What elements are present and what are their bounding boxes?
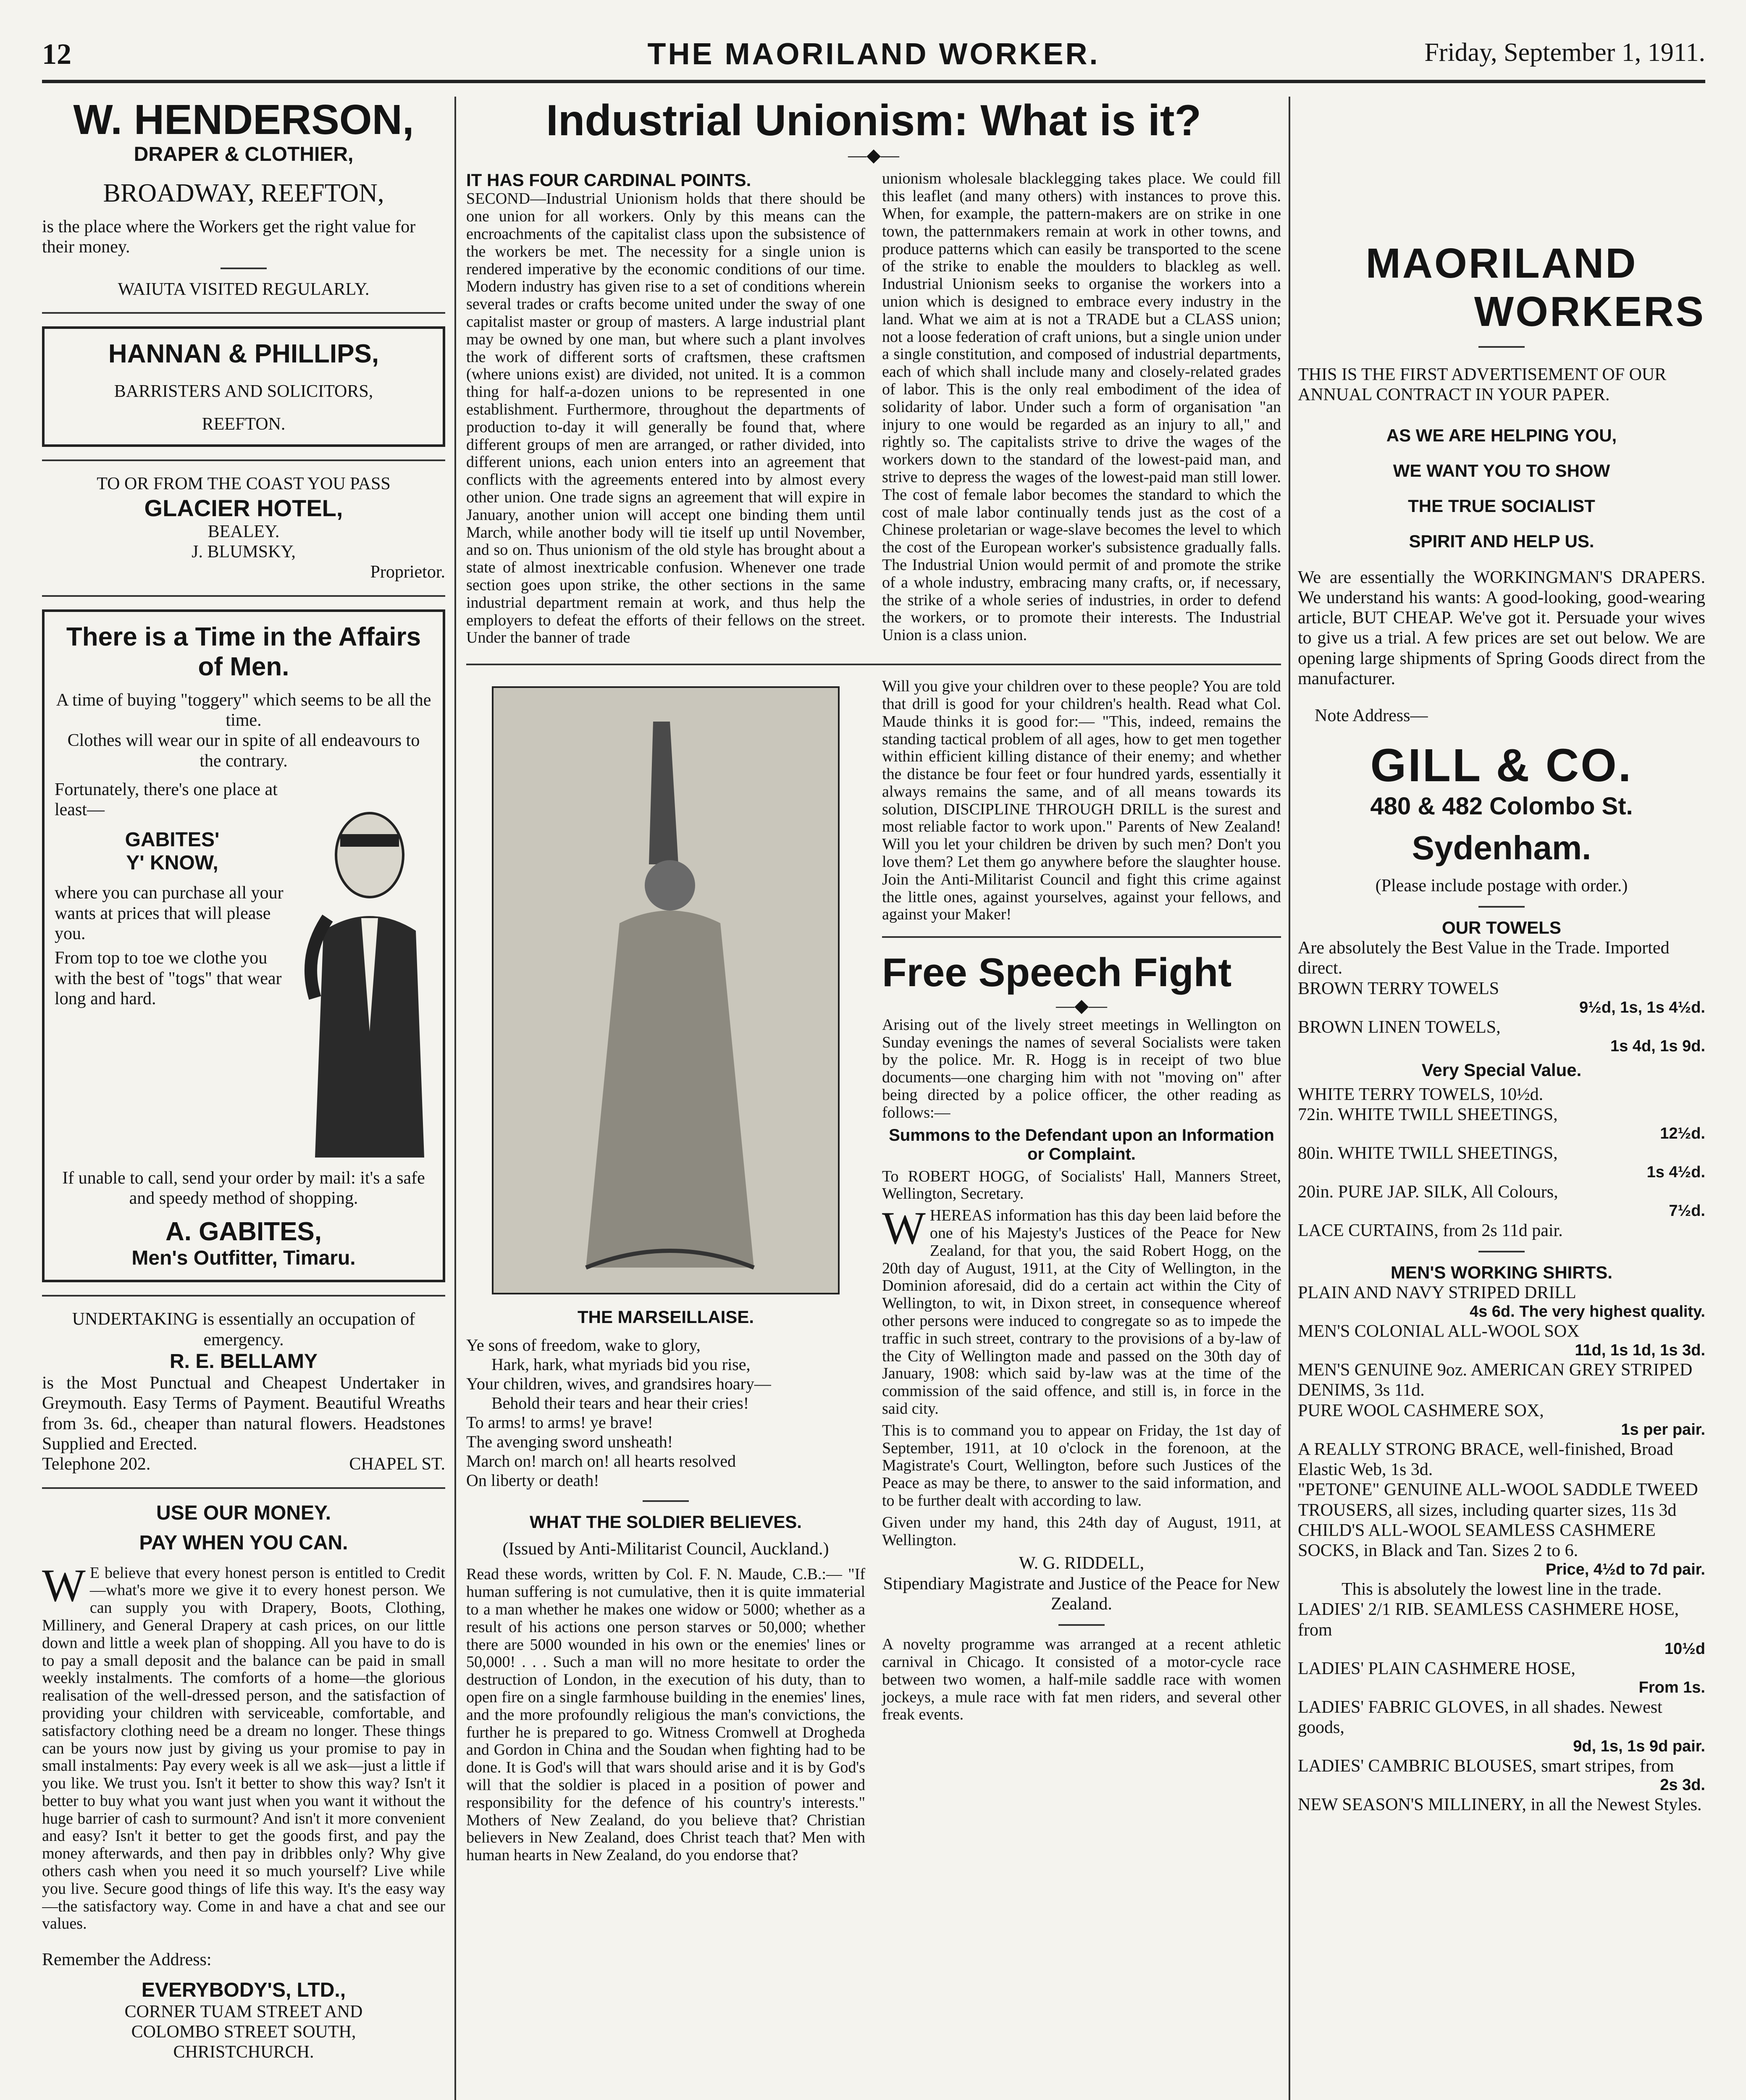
price-item: [1298, 1795, 1705, 1815]
gill-postage: (Please include postage with order.): [1375, 876, 1628, 895]
gabites-text: Clothes will wear our in spite of all endeavours to the contrary.: [67, 731, 420, 771]
issue-date: Friday, September 1, 1911.: [1424, 38, 1705, 67]
henderson-ad: [42, 97, 445, 299]
price-item-price: 1s 4d, 1s 9d.: [1610, 1037, 1705, 1055]
bellamy-phone: Telephone 202.: [42, 1454, 151, 1474]
price-item: [1298, 1756, 1705, 1795]
bellamy-name: R. E. BELLAMY: [169, 1350, 318, 1373]
article-right: [882, 170, 1281, 651]
everybodys-address: CORNER TUAM STREET AND: [124, 2002, 363, 2021]
bellamy-body: is the Most Punctual and Cheapest Undertaker in Greymouth. Easy Terms of Payment. Beautiful Wreaths from 3s. 6d., cheaper than natural flowers. Headstones Supplied and Erected.: [42, 1373, 445, 1454]
column-rule: [1289, 97, 1290, 2100]
divider: [466, 664, 1281, 665]
column-right: [1298, 97, 1705, 2100]
lower-left: [466, 678, 865, 1869]
price-item-name: A REALLY STRONG BRACE, well-finished, Broad Elastic Web, 1s 3d.: [1298, 1439, 1673, 1479]
price-item-price: 9d, 1s, 1s 9d pair.: [1573, 1738, 1705, 1756]
page-number: 12: [42, 38, 71, 71]
article-left: [466, 170, 865, 651]
price-item-name: NEW SEASON'S MILLINERY, in all the Newest Styles.: [1298, 1795, 1702, 1814]
price-item: [1298, 1579, 1705, 1599]
verse-line: To arms! to arms! ye brave!: [466, 1413, 653, 1432]
soldier-issued: (Issued by Anti-Militarist Council, Auckland.): [502, 1539, 829, 1559]
divider: [1058, 1624, 1105, 1626]
article-subhead: IT HAS FOUR CARDINAL POINTS.: [466, 170, 751, 190]
bellamy-ad: [42, 1309, 445, 1474]
marseillaise-illustration: [492, 686, 840, 1294]
freespeech-text: Arising out of the lively street meetings in Wellington on Sunday evenings the names of several Socialists were taken by the police. Mr. R. Hogg is in receipt of two blue documents—one charging him with not "moving on" after being directed by a police officer, the other reading as follows:—: [882, 1016, 1281, 1121]
bellamy-contact: [42, 1454, 445, 1474]
glacier-ad: [42, 474, 445, 582]
price-item-price: 4s 6d. The very highest quality.: [1469, 1303, 1705, 1321]
everybodys-head: PAY WHEN YOU CAN.: [139, 1531, 348, 1554]
gabites-text: A time of buying "toggery" which seems to be all the time.: [56, 690, 431, 730]
soldier-text: Read these words, written by Col. F. N. Maude, C.B.:— "If human suffering is not cumulative, then it is quite immaterial to a man whether he makes one widow or 5000; whether as a result of his actions one person starves or 50,000; whether there are 5000 wounded in his own or the enemies' lines or 50,000! . . . Such a man will no more hesitate to order the destruction of London, in the execution of his duty, than to open fire on a single farmhouse building in the enemies' lines, and the more profoundly religious the man's convictions, the further he is prepared to go. Witness Cromwell at Drogheda and Gordon in China and the Soudan when fighting had to be done. It is God's will that wars should arise and it is by God's will that the soldier is placed in a position of power and responsibility for the defence of his country's interests." Mothers of New Zealand, do you believe that? Christian believers in New Zealand, does Christ teach that? Men with human hearts in New Zealand, do you endorse that?: [466, 1565, 865, 1864]
marseillaise-verse: [466, 1336, 865, 1490]
gill-body: We are essentially the WORKINGMAN'S DRAPERS. We understand his wants: A good-looking, good-wearing article, BUT CHEAP. We've got it. Persuade your wives to give us a trial. A few prices are set out below. We are opening large shipments of Spring Goods direct from the manufacturer.: [1298, 567, 1705, 689]
towels-intro: Are absolutely the Best Value in the Trade. Imported direct.: [1298, 938, 1670, 978]
gabites-ad: [42, 609, 445, 1283]
divider: [1478, 346, 1525, 348]
price-item: [1298, 1659, 1705, 1697]
soldier-title: WHAT THE SOLDIER BELIEVES.: [530, 1512, 802, 1532]
bellamy-street: CHAPEL ST.: [349, 1454, 445, 1474]
verse-line: The avenging sword unsheath!: [466, 1432, 673, 1452]
price-item-name: 20in. PURE JAP. SILK, All Colours,: [1298, 1182, 1558, 1202]
everybodys-ad: [42, 1502, 445, 2063]
verse-line: March on! march on! all hearts resolved: [466, 1452, 736, 1471]
drop-cap: W: [882, 1202, 926, 1254]
gabites-text: Fortunately, there's one place at least—: [55, 780, 278, 820]
price-item-price: 12½d.: [1660, 1125, 1705, 1143]
price-item-price: Price, 4½d to 7d pair.: [1545, 1561, 1705, 1579]
price-item: [1298, 1221, 1705, 1241]
masthead: [42, 29, 1705, 83]
price-item-price: 7½d.: [1669, 1202, 1705, 1220]
verse-line: On liberty or death!: [466, 1471, 599, 1490]
everybodys-name: EVERYBODY'S, LTD.,: [141, 1979, 346, 2001]
price-item-name: PURE WOOL CASHMERE SOX,: [1298, 1401, 1544, 1420]
spacer: [1298, 97, 1705, 239]
lower-columns: [466, 678, 1281, 1869]
divider: [42, 459, 445, 461]
gabites-copy: [55, 780, 290, 1160]
gill-intro: THIS IS THE FIRST ADVERTISEMENT OF OUR ANNUAL CONTRACT IN YOUR PAPER.: [1298, 365, 1667, 405]
price-item: [1298, 1599, 1705, 1658]
gabites-name: A. GABITES,: [165, 1217, 322, 1247]
price-item-price: From 1s.: [1638, 1678, 1705, 1696]
glacier-place: BEALEY.: [207, 522, 280, 541]
price-item-name: "PETONE" GENUINE ALL-WOOL SADDLE TWEED TROUSERS, all sizes, including quarter sizes, 11s 3d: [1298, 1480, 1698, 1520]
price-item-name: LADIES' 2/1 RIB. SEAMLESS CASHMERE HOSE, from: [1298, 1600, 1679, 1640]
price-item-price: 1s 4½d.: [1646, 1163, 1705, 1181]
price-item: [1298, 1439, 1705, 1480]
novelty-text: A novelty programme was arranged at a recent athletic carnival in Chicago. It consisted of a motor-cycle race between two women, a half-mile saddle race with women jockeys, a mule race with fat men riders, and several other freak events.: [882, 1635, 1281, 1724]
gill-name: GILL & CO.: [1370, 739, 1633, 791]
price-item-name: 72in. WHITE TWILL SHEETINGS,: [1298, 1105, 1558, 1124]
towels-head: OUR TOWELS: [1442, 917, 1561, 937]
price-item-name: MEN'S COLONIAL ALL-WOOL SOX: [1298, 1322, 1580, 1341]
summons-text: This is to command you to appear on Friday, the 1st day of September, 1911, at 10 o'clock in the forenoon, at the Magistrate's Court, Wellington, before such Justices of the Peace as may be there, to answer to the said information, and to be further dealt with according to law.: [882, 1421, 1281, 1509]
gill-note: Note Address—: [1315, 706, 1428, 726]
price-item: [1298, 1143, 1705, 1182]
gabites-text: If unable to call, send your order by mail: it's a safe and speedy method of shopping.: [62, 1168, 425, 1208]
ornament-divider: —◆—: [1056, 995, 1107, 1016]
divider: [42, 1295, 445, 1297]
gill-slogan: WE WANT YOU TO SHOW: [1393, 460, 1610, 480]
everybodys-body: [42, 1559, 445, 1933]
article-text: SECOND—Industrial Unionism holds that there should be one union for all workers. Only by this means can the encroachments of the capitalist class upon the subsistence of the workers be met. The necessity for a single union is rendered imperative by the economic conditions of our time. Modern industry has given rise to a set of conditions wherein several trades or crafts become united under the sway of one capitalist master or group of masters. A large industrial plant may be owned by one man, but where such a plant involves the work of different sorts of craftsmen, these craftsmen (where unions exist) are divided, not united. It is a common thing for half-a-dozen unions to be represented in one establishment. Furthermore, throughout the departments of production to-day it will generally be found that, where different groups of men are arranged, or rather divided, into different unions, each union enters into an agreement that conflicts with the agreements entered into by almost every other union. One trade signs an agreement that will expire in January, another union will accept one binding them until March, while another body will tie itself up until November, and so on. Thus unionism of the old style has brought about a state of almost inextricable confusion. Whenever one trade section goes upon strike, the other sections in the same industrial department remain at work, and thus help the employers to defeat the efforts of their fellows on the street. Under the banner of trade: [466, 190, 865, 647]
verse-line: Ye sons of freedom, wake to glory,: [466, 1336, 701, 1355]
hannan-name: HANNAN & PHILLIPS,: [108, 339, 379, 368]
divider: [221, 268, 267, 269]
price-item-price: 1s per pair.: [1621, 1420, 1705, 1438]
bellamy-intro: UNDERTAKING is essentially an occupation of emergency.: [72, 1310, 415, 1349]
lower-right: [882, 678, 1281, 1869]
price-item: [1298, 1321, 1705, 1360]
gabites-sub: Men's Outfitter, Timaru.: [131, 1247, 356, 1270]
verse-line: Behold their tears and hear their cries!: [491, 1394, 749, 1413]
henderson-trade: DRAPER & CLOTHIER,: [134, 143, 354, 165]
maoriland-logo: MAORILAND: [1365, 240, 1638, 287]
hannan-profession: BARRISTERS AND SOLICITORS,: [114, 381, 373, 401]
price-item: [1298, 1084, 1705, 1105]
summons-signer: W. G. RIDDELL,: [1019, 1554, 1145, 1573]
price-item: [1298, 1360, 1705, 1401]
gill-slogan: AS WE ARE HELPING YOU,: [1386, 425, 1617, 445]
glacier-owner: J. BLUMSKY,: [192, 542, 296, 562]
divider: [42, 1487, 445, 1489]
henderson-name: W. HENDERSON,: [73, 97, 414, 143]
divider: [1478, 906, 1525, 908]
marseillaise-title: THE MARSEILLAISE.: [577, 1307, 754, 1327]
column-rule: [454, 97, 456, 2100]
shirts-head: MEN'S WORKING SHIRTS.: [1391, 1263, 1612, 1283]
divider: [42, 312, 445, 314]
price-item: [1298, 1520, 1705, 1579]
gabites-text: where you can purchase all your wants at prices that will please you.: [55, 883, 284, 944]
freespeech-title: Free Speech Fight: [882, 950, 1232, 995]
glacier-intro: TO OR FROM THE COAST YOU PASS: [97, 474, 391, 494]
hannan-ad: [42, 326, 445, 447]
article-headline: Industrial Unionism: What is it?: [546, 97, 1201, 145]
gabites-illustrated: [55, 780, 433, 1160]
everybodys-remember: Remember the Address:: [42, 1950, 212, 1970]
price-item-name: WHITE TERRY TOWELS, 10½d.: [1298, 1084, 1544, 1104]
summons-title: Summons to the Defendant upon an Information or Complaint.: [889, 1126, 1274, 1163]
everybodys-city: CHRISTCHURCH.: [173, 2042, 314, 2062]
summons-to: To ROBERT HOGG, of Socialists' Hall, Manners Street, Wellington, Secretary.: [882, 1167, 1281, 1203]
hannan-town: REEFTON.: [202, 415, 286, 434]
price-item: [1298, 1182, 1705, 1221]
price-item-name: PLAIN AND NAVY STRIPED DRILL: [1298, 1283, 1576, 1303]
price-item-price: 9½d, 1s, 1s 4½d.: [1579, 998, 1705, 1016]
glacier-role: Proprietor.: [370, 562, 445, 582]
summons-signer-role: Stipendiary Magistrate and Justice of the Peace for New Zealand.: [883, 1574, 1280, 1614]
everybodys-address: COLOMBO STREET SOUTH,: [131, 2022, 356, 2042]
price-item: [1298, 1017, 1705, 1056]
column-center: [466, 97, 1281, 2100]
price-item-name: CHILD'S ALL-WOOL SEAMLESS CASHMERE SOCKS, in Black and Tan. Sizes 2 to 6.: [1298, 1520, 1656, 1561]
gill-slogan: SPIRIT AND HELP US.: [1409, 531, 1594, 551]
price-item-name: LADIES' FABRIC GLOVES, in all shades. Newest goods,: [1298, 1697, 1662, 1737]
gabites-brand: GABITES': [125, 829, 220, 851]
verse-line: Hark, hark, what myriads bid you rise,: [491, 1355, 751, 1374]
divider: [882, 936, 1281, 938]
price-item: [1298, 1480, 1705, 1520]
special-head: Very Special Value.: [1421, 1060, 1582, 1080]
newspaper-title: THE MAORILAND WORKER.: [647, 37, 1100, 71]
divider: [1478, 1251, 1525, 1252]
summons-body: [882, 1202, 1281, 1418]
gabites-brand: Y' KNOW,: [126, 852, 218, 874]
summons-text: HEREAS information has this day been laid before the one of his Majesty's Justices of the Peace for New Zealand, for that you, the said Robert Hogg, on the 20th day of August, 1911, at the City of Wellington, in the Dominion aforesaid, did do a certain act within the City of Wellington, to wit, in Dixon street, in consequence whereof other persons were induced to congregate so as to impede the traffic in such street, contrary to the provisions of a by-law of the City of Wellington made and passed on the 30th day of January, 1908: which said by-law was at the time of the commission of the said offence, and still is, in force in the said city.: [882, 1207, 1281, 1418]
everybodys-head: USE OUR MONEY.: [156, 1502, 331, 1524]
price-item-name: LADIES' PLAIN CASHMERE HOSE,: [1298, 1659, 1575, 1678]
price-item-name: 80in. WHITE TWILL SHEETINGS,: [1298, 1143, 1558, 1163]
price-item: [1298, 979, 1705, 1017]
column-left: [42, 97, 445, 2100]
divider: [42, 595, 445, 597]
gabites-text: From top to toe we clothe you with the best of "togs" that wear long and hard.: [55, 948, 282, 1008]
article-columns: [466, 170, 1281, 651]
price-item-name: LACE CURTAINS, from 2s 11d pair.: [1298, 1221, 1563, 1240]
verse-line: Your children, wives, and grandsires hoary—: [466, 1374, 771, 1394]
price-item-price: 10½d: [1664, 1640, 1705, 1658]
workers-logo: WORKERS: [1474, 288, 1705, 335]
price-item-name: BROWN LINEN TOWELS,: [1298, 1017, 1501, 1037]
price-item: [1298, 1283, 1705, 1321]
drop-cap: W: [42, 1559, 86, 1611]
price-item-name: LADIES' CAMBRIC BLOUSES, smart stripes, from: [1298, 1756, 1674, 1776]
price-item-name: This is absolutely the lowest line in the trade.: [1342, 1580, 1662, 1599]
price-item-name: MEN'S GENUINE 9oz. AMERICAN GREY STRIPED DENIMS, 3s 11d.: [1298, 1360, 1693, 1400]
price-item: [1298, 1697, 1705, 1756]
gill-slogan: THE TRUE SOCIALIST: [1408, 496, 1595, 516]
price-item-price: 11d, 1s 1d, 1s 3d.: [1575, 1341, 1705, 1360]
price-item: [1298, 1105, 1705, 1143]
gabites-portrait: [290, 780, 433, 1160]
everybodys-text: E believe that every honest person is entitled to Credit—what's more we give it to every honest person. We can supply you with Drapery, Boots, Clothing, Millinery, and General Drapery at cash prices, on our little down and little a week plan of shopping. All you have to do is to pay a small deposit and the balance can be paid in small weekly instalments. The comforts of a home—the glorious realisation of the well-dressed person, and the satisfaction of providing your children with serviceable, comfortable, and satisfactory clothing need be a dream no longer. These things can be yours now just by giving us your promise to pay in small instalments: Pay every week is all we ask—just a little if you like. We trust you. Isn't it better to show this way? Isn't it better to buy what you want just when you want it without the huge barrier of cash to surmount? And isn't it more convenient and easy? Isn't it better to get the goods first, and pay the money afterwards, and then pay in dribbles only? Why give others cash when you need it so much yourself? Live while you live. Secure good things of life this way. It's the easy way—the satisfactory way. Come in and have a chat and see our values.: [42, 1564, 445, 1933]
price-item-name: BROWN TERRY TOWELS: [1298, 979, 1499, 998]
henderson-note: WAIUTA VISITED REGULARLY.: [118, 279, 370, 299]
summons-text: Given under my hand, this 24th day of August, 1911, at Wellington.: [882, 1513, 1281, 1549]
gill-suburb: Sydenham.: [1412, 829, 1591, 866]
article-text: unionism wholesale blacklegging takes place. We could fill this leaflet (and many others) with instances to prove this. When, for example, the pattern-makers are on strike in one town, the patternmakers remain at work in other towns, and produce patterns which can easily be transported to the scene of the strike to enable the moulders to blackleg as well. Industrial Unionism seeks to organise the workers into a union which is designed to embrace every industry in the land. What we aim at is not a TRADE but a CLASS union; not a loose federation of craft unions, but a single union under a single constitution, and composed of industrial departments, each of which shall include many and closely-related grades of labor. This is the only real embodiment of the idea of solidarity of labor. Under such a form of organisation "an injury to one would be regarded as an injury to all," and rightly so. The capitalists strive to drive the wages of the workers down to the standard of the lowest-paid man, and strive to depress the wages of the lowest-paid man still lower. The cost of female labor becomes the standard to which the cost of male labor continually tends just as the cost of a Chinese proletarian or wage-slave becomes the level to which the cost of the European worker's subsistence gradually falls. The Industrial Union would permit of and promote the strike of a whole industry, embracing many crafts, or, if necessary, the strike of a whole series of industries, in order to defend the workers, or to promote their interests. The Industrial Union is a class union.: [882, 170, 1281, 644]
henderson-address: BROADWAY, REEFTON,: [103, 179, 384, 207]
price-item-price: 2s 3d.: [1660, 1776, 1705, 1794]
price-item: [1298, 1401, 1705, 1439]
soldier-continued: Will you give your children over to these people? You are told that drill is good for your children's health. Read what Col. Maude thinks it is good for:— "This, indeed, remains the standing tactical problem of all ages, how to get men together within efficient killing distance of their enemy; and whether the distance be four feet or four hundred yards, essentially it always remains the same, and of all means towards its solution, DISCIPLINE THROUGH DRILL is the surest and most reliable factor to work upon." Parents of New Zealand! Will you let your children be driven by such men? Don't you love them? Let them go anywhere before the slaughter house. Join the Anti-Militarist Council and fight this crime against the little ones, against yourselves, against your fellows, and against your Maker!: [882, 677, 1281, 924]
ornament-divider: —◆—: [848, 145, 899, 166]
man-portrait-illustration: [290, 780, 433, 1158]
liberty-figure-illustration: [494, 688, 838, 1293]
henderson-tagline: is the place where the Workers get the right value for their money.: [42, 217, 416, 257]
glacier-name: GLACIER HOTEL,: [144, 494, 343, 521]
gill-address: 480 & 482 Colombo St.: [1370, 792, 1633, 820]
gabites-headline: There is a Time in the Affairs of Men.: [66, 622, 421, 681]
divider: [643, 1500, 689, 1502]
